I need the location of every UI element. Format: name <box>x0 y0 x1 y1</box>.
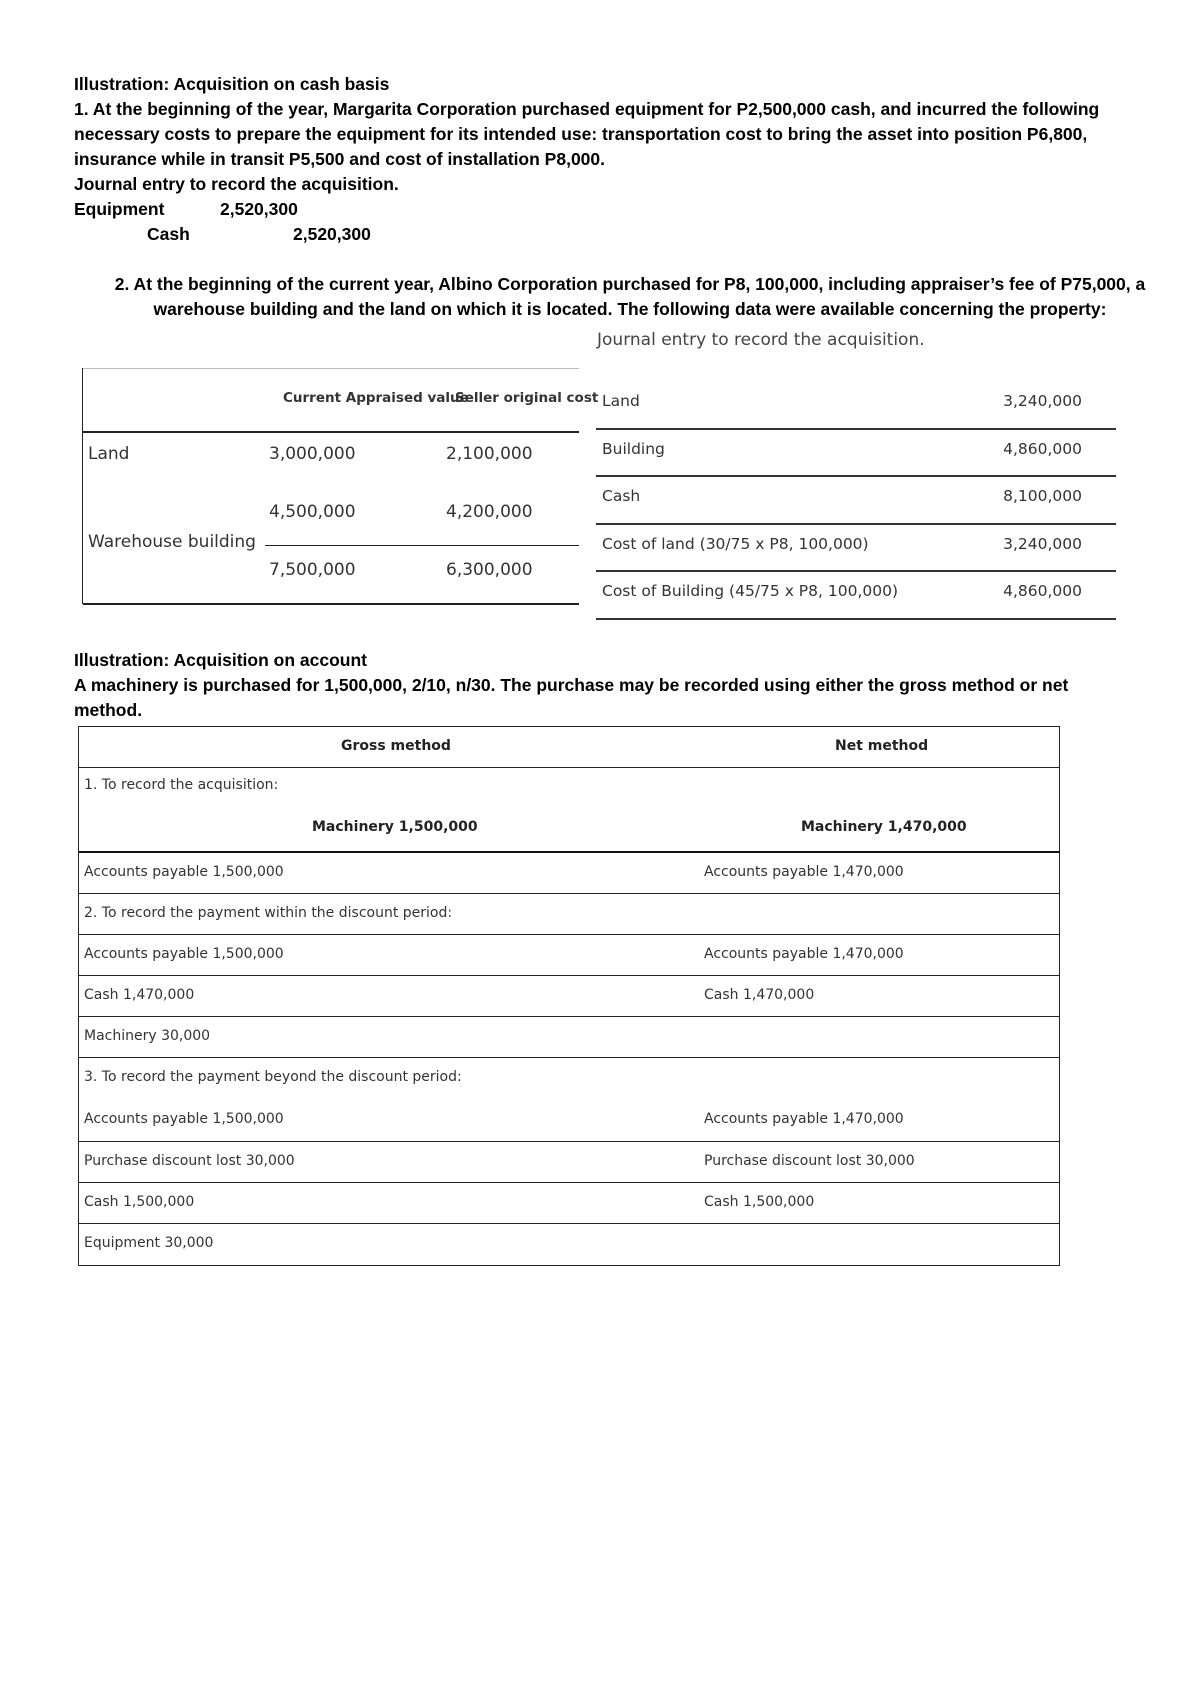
gross-equipment-3: Equipment 30,000 <box>84 1235 214 1251</box>
table-row <box>79 894 1059 935</box>
header-appraised: Current Appraised value <box>283 390 469 406</box>
net-header: Net method <box>835 738 929 754</box>
table-row <box>79 1017 1059 1058</box>
land-appraised: 3,000,000 <box>269 444 356 464</box>
gross-machinery: Machinery 1,500,000 <box>312 819 478 835</box>
account: Cash <box>602 487 641 505</box>
table-row <box>79 976 1059 1017</box>
gross-ap-3: Accounts payable 1,500,000 <box>84 1111 284 1127</box>
gross-pdl-3: Purchase discount lost 30,000 <box>84 1153 295 1169</box>
amount: 4,860,000 <box>1003 582 1082 600</box>
warehouse-seller-cost: 4,200,000 <box>446 502 533 522</box>
land-seller-cost: 2,100,000 <box>446 444 533 464</box>
warehouse-label: Warehouse building <box>88 532 256 552</box>
entry-debit-account: Equipment <box>74 199 165 219</box>
entry-credit-amount: 2,520,300 <box>293 224 371 244</box>
net-ap-2: Accounts payable 1,470,000 <box>704 946 904 962</box>
journal-label: Journal entry to record the acquisition. <box>74 174 399 194</box>
entry-debit-amount: 2,520,300 <box>220 199 298 219</box>
header-seller-cost: Seller original cost <box>455 390 599 406</box>
account: Cost of Building (45/75 x P8, 100,000) <box>602 582 899 600</box>
problem2-line-2: warehouse building and the land on which it is located. The following data were available concerning the property: <box>153 299 1107 319</box>
account: Land <box>602 392 640 410</box>
problem2-line-1: 2. At the beginning of the current year, Albino Corporation purchased for P8, 100,000, including appraiser’s fee of P75,000, a <box>114 274 1146 294</box>
divider <box>83 431 579 433</box>
divider <box>83 368 579 369</box>
table-row <box>596 572 1116 620</box>
journal-title: Journal entry to record the acquisition. <box>597 330 925 350</box>
table-row <box>79 1224 1059 1265</box>
net-pdl-3: Purchase discount lost 30,000 <box>704 1153 915 1169</box>
net-cash-2: Cash 1,470,000 <box>704 987 815 1003</box>
property-data-table <box>82 368 599 604</box>
problem1-line-3: insurance while in transit P5,500 and cost of installation P8,000. <box>74 149 605 169</box>
net-machinery: Machinery 1,470,000 <box>801 819 967 835</box>
problem1-line-2: necessary costs to prepare the equipment for its intended use: transportation cost to bring the asset into position P6,800, <box>74 124 1088 144</box>
table-row <box>596 525 1116 573</box>
allocation-journal <box>596 382 1116 620</box>
gross-ap: Accounts payable 1,500,000 <box>84 864 284 880</box>
divider <box>83 603 579 605</box>
land-label: Land <box>88 444 130 464</box>
table-row <box>596 382 1116 430</box>
table-row <box>79 768 1059 853</box>
section2-line-1: A machinery is purchased for 1,500,000, 2/10, n/30. The purchase may be recorded using either the gross method or net <box>74 675 1069 695</box>
gross-cash-3: Cash 1,500,000 <box>84 1194 195 1210</box>
table-row <box>596 477 1116 525</box>
table-row <box>79 727 1059 768</box>
divider <box>265 545 579 546</box>
entry-credit-account: Cash <box>147 224 190 244</box>
step-3-label: 3. To record the payment beyond the discount period: <box>84 1069 462 1085</box>
gross-ap-2: Accounts payable 1,500,000 <box>84 946 284 962</box>
table-row <box>79 853 1059 894</box>
section2-line-2: method. <box>74 700 143 720</box>
total-seller-cost: 6,300,000 <box>446 560 533 580</box>
warehouse-appraised: 4,500,000 <box>269 502 356 522</box>
amount: 3,240,000 <box>1003 534 1082 553</box>
section2-heading: Illustration: Acquisition on account <box>74 650 367 670</box>
problem1-line-1: 1. At the beginning of the year, Margarita Corporation purchased equipment for P2,500,000 cash, and incurred the following <box>74 99 1100 119</box>
table-row <box>596 430 1116 478</box>
table-row <box>79 1142 1059 1183</box>
table-row <box>79 1183 1059 1224</box>
section1-heading: Illustration: Acquisition on cash basis <box>74 74 390 94</box>
account: Cost of land (30/75 x P8, 100,000) <box>602 534 869 553</box>
gross-cash-2: Cash 1,470,000 <box>84 987 195 1003</box>
net-cash-3: Cash 1,500,000 <box>704 1194 815 1210</box>
total-appraised: 7,500,000 <box>269 560 356 580</box>
gross-machinery-2: Machinery 30,000 <box>84 1028 211 1044</box>
amount: 8,100,000 <box>1003 487 1082 505</box>
amount: 3,240,000 <box>1003 392 1082 410</box>
net-ap: Accounts payable 1,470,000 <box>704 864 904 880</box>
net-ap-3: Accounts payable 1,470,000 <box>704 1111 904 1127</box>
gross-header: Gross method <box>341 738 451 754</box>
table-row <box>79 1058 1059 1142</box>
step-1-label: 1. To record the acquisition: <box>84 777 279 793</box>
step-2-label: 2. To record the payment within the discount period: <box>84 905 453 921</box>
gross-net-table <box>78 726 1060 1266</box>
account: Building <box>602 439 665 458</box>
table-row <box>79 935 1059 976</box>
amount: 4,860,000 <box>1003 439 1082 458</box>
